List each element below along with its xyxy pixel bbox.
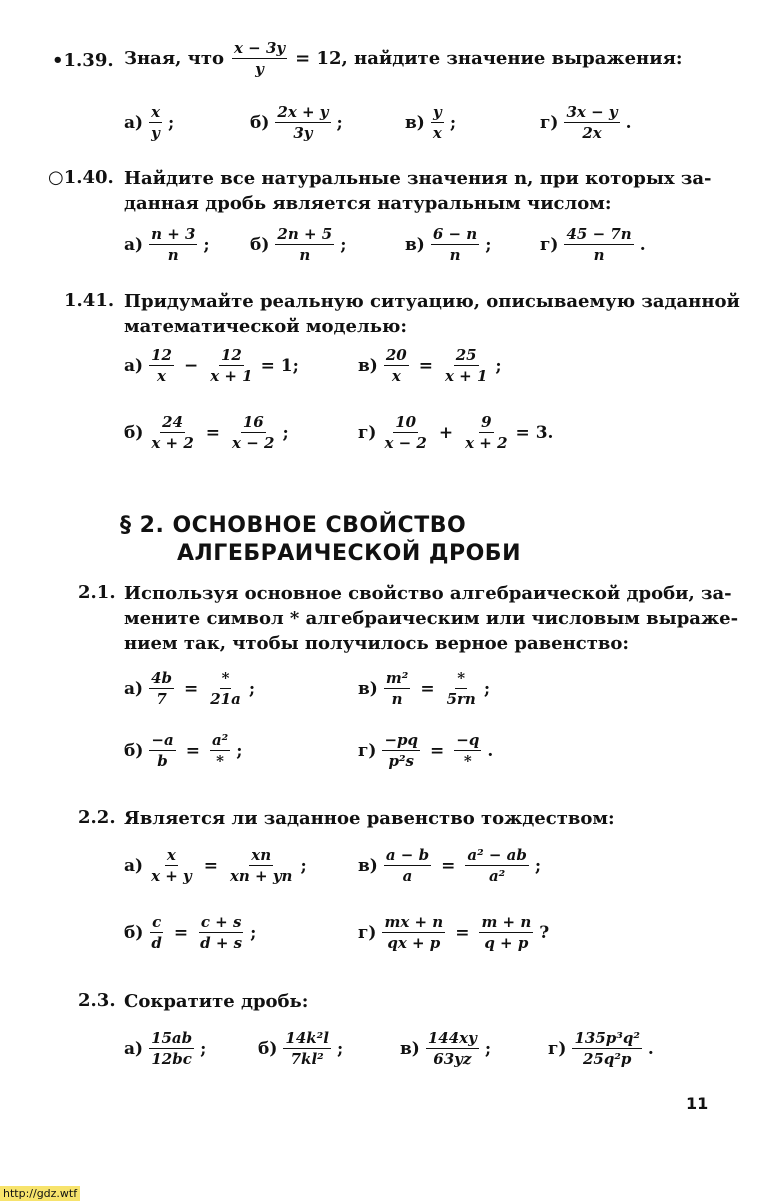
item-label: г) xyxy=(358,740,377,761)
p21-item-b xyxy=(124,730,243,771)
p22-item-g xyxy=(358,912,549,953)
p23-item-3 xyxy=(548,1028,654,1069)
item-rhs: ; xyxy=(250,922,257,943)
fraction-numerator: 12 xyxy=(151,346,172,364)
statement-line: математической моделью: xyxy=(124,316,408,337)
fraction-numerator: * xyxy=(221,669,230,687)
operator: = xyxy=(455,922,470,943)
statement-line: Является ли заданное равенство тождеством: xyxy=(124,808,615,829)
fraction-numerator: 4b xyxy=(151,669,172,687)
operator: = xyxy=(205,422,221,443)
fraction-numerator: 20 xyxy=(385,346,407,364)
fraction-numerator: 25 xyxy=(455,346,477,364)
problem-2-3-number: 2.3. xyxy=(78,990,116,1011)
item-label: в) xyxy=(358,855,378,876)
p22-item-v xyxy=(358,845,541,886)
statement-line: данная дробь является натуральным числом: xyxy=(124,193,612,214)
item-end: ; xyxy=(336,1038,344,1059)
fraction-denominator: 2x xyxy=(582,124,602,142)
watermark-link[interactable]: http://gdz.wtf xyxy=(0,1186,80,1201)
p140-item-2 xyxy=(405,224,492,265)
operator: = xyxy=(418,355,433,376)
item-rhs: . xyxy=(487,740,494,761)
item-rhs: ; xyxy=(495,355,502,376)
fraction-denominator: b xyxy=(157,752,168,770)
statement-line: мените символ * алгебраическим или числовым выраже- xyxy=(124,608,739,629)
fraction-numerator: 3x − y xyxy=(566,103,618,121)
fraction-numerator: x xyxy=(151,103,161,121)
fraction-numerator: m + n xyxy=(481,913,532,931)
p140-item-3 xyxy=(540,224,646,265)
statement-line: Используя основное свойство алгебраической дроби, за- xyxy=(124,583,732,604)
fraction-denominator: d + s xyxy=(200,934,243,952)
fraction-denominator: 7kl² xyxy=(290,1050,324,1068)
fraction-denominator: xn + yn xyxy=(229,867,293,885)
problem-2-2-number: 2.2. xyxy=(78,807,116,828)
item-label: г) xyxy=(358,922,377,943)
item-label: а) xyxy=(124,355,144,376)
p139-item-1 xyxy=(250,102,343,143)
item-label: а) xyxy=(124,112,144,133)
item-label: г) xyxy=(358,422,377,443)
fraction-denominator: 3y xyxy=(293,124,313,142)
fraction-denominator: 5rn xyxy=(446,690,476,708)
p139-item-0 xyxy=(124,102,174,143)
fraction-denominator: x + y xyxy=(151,867,192,885)
fraction-numerator: * xyxy=(457,669,466,687)
fraction-numerator: 135p³q² xyxy=(574,1029,640,1047)
filled-circle-bullet-icon: • xyxy=(52,50,64,71)
fraction-denominator: n xyxy=(391,690,403,708)
problem-number: 1.39. xyxy=(63,50,114,71)
problem-2-1-number: 2.1. xyxy=(78,582,116,603)
fraction-numerator: 2n + 5 xyxy=(277,225,333,243)
item-label: б) xyxy=(250,112,270,133)
fraction-denominator: 21a xyxy=(210,690,241,708)
item-label: б) xyxy=(258,1038,278,1059)
fraction-denominator: qx + p xyxy=(387,934,441,952)
fraction-numerator: c + s xyxy=(200,913,242,931)
fraction-denominator: n xyxy=(299,246,311,264)
fraction-numerator: y xyxy=(432,103,442,121)
p141-item-b xyxy=(124,412,289,453)
item-label: в) xyxy=(358,355,378,376)
operator: + xyxy=(438,422,454,443)
item-end: ; xyxy=(168,112,175,133)
item-rhs: = 3. xyxy=(515,422,554,443)
fraction-numerator: 9 xyxy=(481,413,492,431)
statement-text: Зная, что xyxy=(124,47,224,69)
item-label: а) xyxy=(124,855,144,876)
fraction-numerator: a² − ab xyxy=(467,846,527,864)
p139-item-3 xyxy=(540,102,632,143)
page-number: 11 xyxy=(686,1094,709,1113)
fraction-denominator: x xyxy=(157,367,166,385)
fraction-numerator: 2x + y xyxy=(277,103,329,121)
item-end: . xyxy=(639,234,646,255)
p21-item-g xyxy=(358,730,493,771)
item-rhs: ; xyxy=(483,678,491,699)
fraction-denominator: 7 xyxy=(156,690,167,708)
operator: = xyxy=(430,740,445,761)
statement-line: Найдите все натуральные значения n, при которых за- xyxy=(124,168,712,189)
p23-item-2 xyxy=(400,1028,491,1069)
fraction-denominator: x − 2 xyxy=(232,434,275,452)
fraction-denominator: y xyxy=(151,124,160,142)
section-title-line-2: АЛГЕБРАИЧЕСКОЙ ДРОБИ xyxy=(177,541,521,566)
p140-item-1 xyxy=(250,224,346,265)
operator: = xyxy=(184,678,199,699)
operator: − xyxy=(183,355,199,376)
fraction-denominator: n xyxy=(449,246,461,264)
fraction-denominator: * xyxy=(216,752,225,770)
open-circle-bullet-icon: ○ xyxy=(48,167,64,188)
fraction-numerator: 6 − n xyxy=(432,225,478,243)
item-end: ; xyxy=(200,1038,207,1059)
fraction-numerator: m² xyxy=(385,669,409,687)
fraction-numerator: a − b xyxy=(385,846,430,864)
operator: = xyxy=(420,678,435,699)
fraction-denominator: x xyxy=(432,124,442,142)
item-label: а) xyxy=(124,678,144,699)
p141-item-g xyxy=(358,412,553,453)
item-label: б) xyxy=(124,740,144,761)
problem-number: 1.40. xyxy=(63,167,114,188)
fraction-numerator: n + 3 xyxy=(151,225,196,243)
operator: = xyxy=(203,855,218,876)
given-fraction xyxy=(232,38,287,79)
fraction-numerator: 14k²l xyxy=(285,1029,329,1047)
item-rhs: = 1; xyxy=(260,355,299,376)
section-title-line-1: § 2. ОСНОВНОЕ СВОЙСТВО xyxy=(120,513,467,538)
fraction-numerator: 15ab xyxy=(151,1029,193,1047)
item-rhs: ; xyxy=(300,855,307,876)
fraction-numerator: −a xyxy=(151,731,174,749)
item-rhs: ; xyxy=(282,422,289,443)
fraction-denominator: x − 2 xyxy=(384,434,427,452)
fraction-numerator: x xyxy=(166,846,176,864)
fraction-numerator: 45 − 7n xyxy=(566,225,632,243)
item-label: г) xyxy=(548,1038,567,1059)
fraction-denominator: q + p xyxy=(484,934,529,952)
p23-item-1 xyxy=(258,1028,343,1069)
operator: = xyxy=(441,855,456,876)
fraction-denominator: a² xyxy=(488,867,506,885)
fraction-numerator: 12 xyxy=(220,346,242,364)
item-label: в) xyxy=(405,112,425,133)
statement-line: нием так, чтобы получилось верное равенство: xyxy=(124,633,630,654)
fraction-numerator: 24 xyxy=(162,413,184,431)
fraction-numerator: mx + n xyxy=(384,913,444,931)
fraction-denominator: 63yz xyxy=(433,1050,472,1068)
item-end: ; xyxy=(485,234,492,255)
fraction-numerator: −pq xyxy=(384,731,419,749)
fraction-denominator: 12bc xyxy=(151,1050,192,1068)
fraction-denominator: x + 2 xyxy=(465,434,508,452)
fraction-numerator: 10 xyxy=(395,413,417,431)
item-label: в) xyxy=(400,1038,420,1059)
statement-line: Сократите дробь: xyxy=(124,991,309,1012)
fraction-numerator: a² xyxy=(211,731,229,749)
item-label: б) xyxy=(124,922,144,943)
fraction-denominator: n xyxy=(167,246,179,264)
item-rhs: ; xyxy=(236,740,243,761)
item-end: . xyxy=(625,112,632,133)
problem-1-41-number: 1.41. xyxy=(64,290,115,311)
fraction-denominator: x + 2 xyxy=(151,434,194,452)
problem-1-39-statement xyxy=(124,38,683,79)
fraction-denominator: x + 1 xyxy=(210,367,253,385)
item-label: б) xyxy=(124,422,144,443)
fraction-denominator: * xyxy=(463,752,472,770)
p139-item-2 xyxy=(405,102,456,143)
fraction-numerator: c xyxy=(152,913,162,931)
p21-item-v xyxy=(358,668,490,709)
item-label: г) xyxy=(540,112,559,133)
item-label: а) xyxy=(124,234,144,255)
operator: = xyxy=(185,740,200,761)
fraction-numerator: 16 xyxy=(242,413,264,431)
p141-item-v xyxy=(358,345,502,386)
problem-1-39-number xyxy=(52,50,114,71)
item-label: г) xyxy=(540,234,559,255)
item-label: а) xyxy=(124,1038,144,1059)
p23-item-0 xyxy=(124,1028,206,1069)
item-end: ; xyxy=(203,234,210,255)
item-label: б) xyxy=(250,234,270,255)
fraction-denominator: d xyxy=(151,934,162,952)
item-label: в) xyxy=(405,234,425,255)
fraction-denominator: 25q²p xyxy=(582,1050,632,1068)
item-end: ; xyxy=(336,112,343,133)
statement-text: = 12, найдите значение выражения: xyxy=(295,47,683,69)
p141-item-a xyxy=(124,345,299,386)
item-rhs: ; xyxy=(534,855,542,876)
item-rhs: ; xyxy=(248,678,256,699)
fraction-denominator: y xyxy=(255,60,264,78)
item-end: ; xyxy=(484,1038,492,1059)
item-end: ; xyxy=(340,234,347,255)
p140-item-0 xyxy=(124,224,210,265)
statement-line: Придумайте реальную ситуацию, описываемую заданной xyxy=(124,291,740,312)
fraction-denominator: n xyxy=(593,246,605,264)
item-end: . xyxy=(647,1038,654,1059)
fraction-numerator: x − 3y xyxy=(233,39,286,57)
operator: = xyxy=(173,922,189,943)
fraction-denominator: a xyxy=(402,867,413,885)
problem-1-40-number xyxy=(48,167,114,188)
fraction-denominator: x + 1 xyxy=(444,367,488,385)
item-rhs: ? xyxy=(539,922,550,943)
fraction-numerator: −q xyxy=(456,731,480,749)
p21-item-a xyxy=(124,668,255,709)
fraction-numerator: 144xy xyxy=(427,1029,477,1047)
item-end: ; xyxy=(449,112,457,133)
fraction-denominator: x xyxy=(391,367,401,385)
item-label: в) xyxy=(358,678,378,699)
p22-item-a xyxy=(124,845,307,886)
p22-item-b xyxy=(124,912,256,953)
fraction-numerator: xn xyxy=(251,846,272,864)
fraction-denominator: p²s xyxy=(388,752,414,770)
